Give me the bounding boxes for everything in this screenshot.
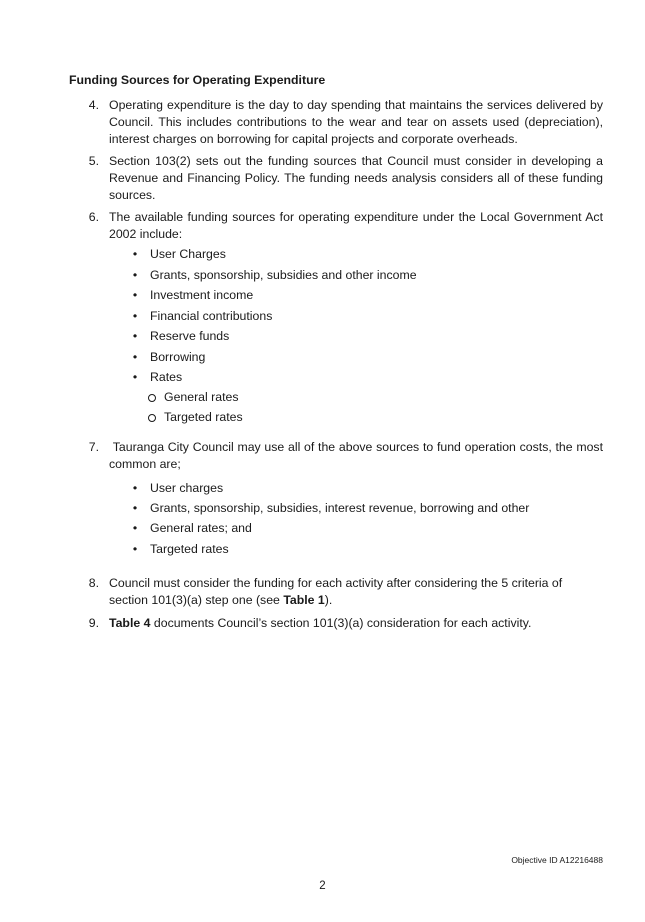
bullet-icon: • (132, 542, 138, 556)
bullet-icon: • (132, 309, 138, 323)
bullet-icon: • (132, 501, 138, 515)
circle-bullet-icon (148, 414, 156, 422)
paragraph-operating-expenditure: Operating expenditure is the day to day spending that maintains the services delivered by Council. This includes contributions to the wear and tear on assets used (depreciation), interest charges on borrowing for capital projects and corporate overheads. (109, 98, 603, 146)
item-number: 5. (88, 154, 99, 168)
table-4-reference: Table 4 (109, 616, 151, 630)
section-heading: Funding Sources for Operating Expenditure (69, 73, 326, 87)
page-number: 2 (319, 880, 326, 892)
bullet-icon: • (132, 481, 138, 495)
bullet-icon: • (132, 350, 138, 364)
bullet-icon: • (132, 288, 138, 302)
paragraph-section-103: Section 103(2) sets out the funding sources that Council must consider in developing a Revenue and Financing Policy. The funding needs analysis considers all of these funding sources. (109, 154, 603, 202)
bullet-icon: • (132, 329, 138, 343)
bullet-icon: • (132, 521, 138, 535)
document-page: Funding Sources for Operating Expenditure 4. Operating expenditure is the day to day spending that maintains the services delivered by Council. This includes contributions to the wear and tear on assets used (depreciation), interest charges on borrowing for capital projects and corporate overheads. 5. Section 103(2) sets out the funding sources that Council must consider in developing a Revenue and Financing Policy. The funding needs analysis considers all of these funding sources. 6. The available funding sources for operating expenditure under the Local Government Act 2002 include: • User Charges • Grants, sponsorship, subsidies and other income • Investment income • Financial contributions • Reserve funds • Borrowing • Rates General rates Targeted rates 7. Tauranga City Council may use all of the above sources to fund operation costs, the most common are; • User charges • Grants, sponsorship, subsidies, interest revenue, borrowing and other • General rates; and • Targeted rates 8. Council must consider the funding for each activity after considering the 5 criteria of section 101(3)(a) step one (see Table 1). 9. Table 4 documents Council’s section 101(3)(a) consideration for each activity. Objective ID A12216488 2 (0, 0, 645, 922)
bullet-icon: • (132, 247, 138, 261)
bullet-icon: • (132, 370, 138, 384)
paragraph-available-sources: The available funding sources for operating expenditure under the Local Government Act 2002 include: (109, 210, 603, 241)
item-number: 6. (88, 210, 99, 224)
paragraph-criteria: Council must consider the funding for each activity after considering the 5 criteria of section 101(3)(a) step one (see Table 1). (109, 576, 563, 607)
item-number: 9. (88, 616, 99, 630)
bullet-icon: • (132, 268, 138, 282)
paragraph-tauranga-sources: Tauranga City Council may use all of the above sources to fund operation costs, the most common are; (109, 440, 607, 471)
item-number: 8. (88, 576, 99, 590)
item-number: 7. (88, 440, 99, 454)
table-1-reference: Table 1 (283, 593, 325, 607)
item-number: 4. (88, 98, 99, 112)
objective-id: Objective ID A12216488 (511, 855, 603, 865)
circle-bullet-icon (148, 394, 156, 402)
paragraph-table-4: Table 4 documents Council’s section 101(3)(a) consideration for each activity. (109, 616, 532, 630)
